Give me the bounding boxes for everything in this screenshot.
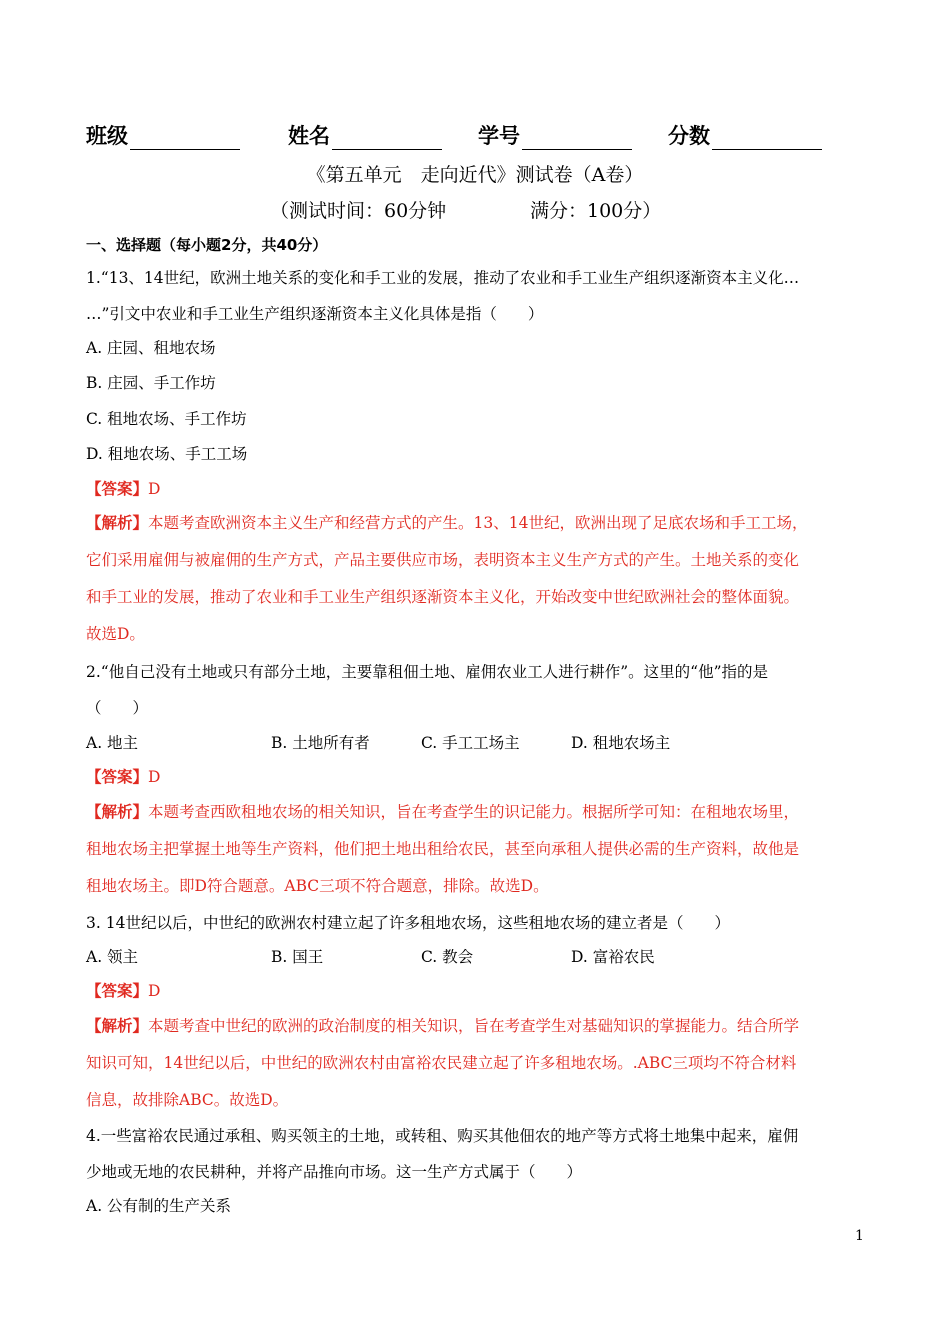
q2-stem-line: （ ）: [86, 699, 149, 717]
q1-analysis-line: 和手工业的发展，推动了农业和手工业生产组织逐渐资本主义化，开始改变中世纪欧洲社会的整体面貌。: [86, 588, 800, 606]
q2-option-a[interactable]: A. 地主: [86, 734, 139, 752]
q4-option-a[interactable]: A. 公有制的生产关系: [86, 1197, 232, 1215]
name-field[interactable]: [288, 120, 442, 150]
q3-option-a[interactable]: A. 领主: [86, 948, 139, 966]
q3-option-c[interactable]: C. 教会: [421, 948, 474, 966]
q1-option-d[interactable]: D. 租地农场、手工工场: [86, 445, 248, 463]
full-score: 满分：100分）: [530, 200, 662, 222]
name-blank[interactable]: [332, 129, 442, 150]
score-blank[interactable]: [712, 129, 822, 150]
q1-option-a[interactable]: A. 庄园、租地农场: [86, 339, 216, 357]
q2-analysis-line: 租地农场主把掌握土地等生产资料，他们把土地出租给农民，甚至向承租人提供必需的生产资料，故他是: [86, 840, 800, 858]
q1-answer: [86, 479, 160, 499]
q1-analysis-line: 它们采用雇佣与被雇佣的生产方式，产品主要供应市场，表明资本主义生产方式的产生。土地关系的变化: [86, 551, 800, 569]
analysis-text: 本题考查中世纪的欧洲的政治制度的相关知识，旨在考查学生对基础知识的掌握能力。结合所学: [148, 1017, 800, 1035]
q2-stem-line: 2.“他自己没有土地或只有部分土地，主要靠租佃土地、雇佣农业工人进行耕作”。这里的“他”指的是: [86, 663, 768, 681]
q1-option-c[interactable]: C. 租地农场、手工作坊: [86, 410, 247, 428]
q2-analysis-line: 租地农场主。即D符合题意。ABC三项不符合题意，排除。故选D。: [86, 877, 549, 895]
q3-stem-line: 3. 14世纪以后，中世纪的欧洲农村建立起了许多租地农场，这些租地农场的建立者是（ ）: [86, 914, 730, 932]
page-title: 《第五单元 走向近代》测试卷（A卷）: [306, 164, 644, 186]
q4-stem-line: 4.一些富裕农民通过承租、购买领主的土地，或转租、购买其他佃农的地产等方式将土地集中起来，雇佣: [86, 1127, 799, 1145]
q4-stem-line: 少地或无地的农民耕种，并将产品推向市场。这一生产方式属于（ ）: [86, 1163, 583, 1181]
class-label: 班级: [86, 124, 128, 148]
q3-option-b[interactable]: B. 国王: [271, 948, 324, 966]
q1-analysis-line: 故选D。: [86, 625, 145, 643]
page-number: 1: [855, 1228, 864, 1244]
id-blank[interactable]: [522, 129, 632, 150]
q1-analysis-line: [86, 513, 807, 533]
answer-label: 【答案】: [86, 479, 149, 498]
analysis-label: 【解析】: [86, 513, 149, 532]
q1-stem-line: …”引文中农业和手工业生产组织逐渐资本主义化具体是指（ ）: [86, 305, 544, 323]
class-blank[interactable]: [130, 129, 240, 150]
test-time: （测试时间：60分钟: [270, 200, 447, 222]
analysis-label: 【解析】: [86, 802, 149, 821]
name-label: 姓名: [288, 124, 330, 148]
id-label: 学号: [478, 124, 520, 148]
q3-answer: [86, 981, 160, 1001]
q3-analysis-line: 信息，故排除ABC。故选D。: [86, 1091, 289, 1109]
analysis-text: 本题考查欧洲资本主义生产和经营方式的产生。13、14世纪，欧洲出现了足底农场和手工工场，: [148, 514, 808, 532]
q3-analysis-line: [86, 1016, 799, 1036]
answer-label: 【答案】: [86, 767, 149, 786]
q3-option-d[interactable]: D. 富裕农民: [571, 948, 655, 966]
answer-value: D: [148, 982, 161, 1000]
analysis-label: 【解析】: [86, 1016, 149, 1035]
analysis-text: 本题考查西欧租地农场的相关知识，旨在考查学生的识记能力。根据所学可知：在租地农场里，: [148, 803, 800, 821]
q2-analysis-line: [86, 802, 799, 822]
q2-option-d[interactable]: D. 租地农场主: [571, 734, 671, 752]
score-field[interactable]: [668, 120, 822, 150]
q2-answer: [86, 767, 160, 787]
q1-stem-line: 1.“13、14世纪，欧洲土地关系的变化和手工业的发展，推动了农业和手工业生产组织逐渐资本主义化…: [86, 269, 800, 287]
q1-option-b[interactable]: B. 庄园、手工作坊: [86, 374, 216, 392]
answer-label: 【答案】: [86, 981, 149, 1000]
id-field[interactable]: [478, 120, 632, 150]
section-heading: 一、选择题（每小题2分，共40分）: [86, 236, 328, 254]
q2-option-b[interactable]: B. 土地所有者: [271, 734, 370, 752]
answer-value: D: [148, 480, 161, 498]
class-field[interactable]: [86, 120, 240, 150]
q3-analysis-line: 知识可知，14世纪以后，中世纪的欧洲农村由富裕农民建立起了许多租地农场。.ABC三项均不符合材料: [86, 1054, 797, 1072]
answer-value: D: [148, 768, 161, 786]
q2-option-c[interactable]: C. 手工工场主: [421, 734, 520, 752]
score-label: 分数: [668, 124, 710, 148]
